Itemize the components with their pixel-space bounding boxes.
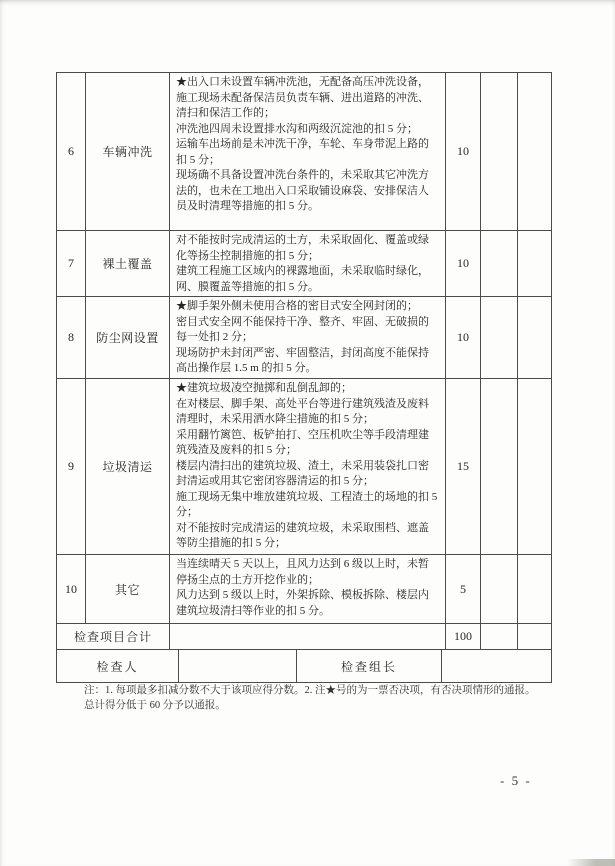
table-row	[57, 555, 551, 624]
actual-score-blank-cell	[518, 379, 551, 554]
item-standard-score: 10	[446, 231, 481, 296]
deduction-blank-cell	[481, 231, 518, 296]
item-name: 其它	[86, 555, 170, 623]
item-name: 裸土覆盖	[86, 231, 170, 296]
item-standard-score: 5	[446, 555, 481, 623]
row-number: 8	[57, 297, 86, 378]
row-number: 10	[57, 555, 86, 623]
item-standard-score: 15	[446, 379, 481, 554]
criteria-clause: 当连续晴天 5 天以上，且风力达到 6 级以上时，未暂停扬尘点的土方开挖作业的；	[176, 558, 429, 586]
table-row	[57, 297, 551, 379]
total-blank-cell	[170, 624, 446, 649]
table-row	[57, 73, 551, 231]
item-name: 防尘网设置	[86, 297, 170, 378]
table-row	[57, 379, 551, 555]
deduction-blank-cell	[481, 555, 518, 623]
actual-score-blank-cell	[518, 231, 551, 296]
criteria-clause: 施工现场无集中堆放建筑垃圾、工程渣土的场地的扣 5 分；	[176, 490, 438, 518]
inspector-signature-blank	[179, 650, 297, 682]
criteria-clause: 现场防护未封闭严密、牢固整洁，封闭高度不能保持高出操作层 1.5 m 的扣 5 分。	[176, 346, 429, 374]
criteria-clause: 建筑工程施工区域内的裸露地面，未采取临时绿化，网、膜覆盖等措施的扣 5 分。	[176, 265, 429, 293]
page-number: - 5 -	[500, 773, 532, 788]
criteria-clause: 对不能按时完成清运的建筑垃圾，未采取围档、遮盖等防尘措施的扣 5 分；	[176, 521, 429, 549]
team-leader-signature-blank	[442, 650, 551, 682]
item-criteria	[170, 297, 446, 378]
actual-score-blank-cell	[518, 297, 551, 378]
actual-score-blank-cell	[518, 73, 551, 230]
item-criteria	[170, 73, 446, 230]
criteria-clause: 楼层内清扫出的建筑垃圾、渣土，未采用装袋扎口密封清运或用其它密闭容器清运的扣 5 分；	[176, 459, 429, 487]
deduction-blank-cell	[481, 73, 518, 230]
item-name: 车辆冲洗	[86, 73, 170, 230]
row-number: 9	[57, 379, 86, 554]
criteria-clause: 在对楼层、脚手架、高处平台等进行建筑残渣及废料清理时，未采用洒水降尘措施的扣 5 分；	[176, 397, 429, 425]
row-number: 7	[57, 231, 86, 296]
table-row	[57, 231, 551, 297]
total-label: 检查项目合计	[57, 624, 170, 649]
actual-score-blank-cell	[518, 555, 551, 623]
total-row	[57, 624, 551, 650]
item-name: 垃圾清运	[86, 379, 170, 554]
criteria-clause: 现场确不具备设置冲洗台条件的，未采取其它冲洗方法的，也未在工地出入口采取铺设麻袋、安排保洁人员及时清理等措施的扣 5 分。	[176, 169, 429, 212]
deduction-blank-cell	[481, 379, 518, 554]
deduction-blank-cell	[481, 624, 518, 649]
inspection-score-table	[56, 72, 552, 683]
total-standard-score: 100	[446, 624, 481, 649]
criteria-clause: ★出入口未设置车辆冲洗池，无配备高压冲洗设备，施工现场未配备保洁员负责车辆、进出道路的冲洗、清扫和保洁工作的；	[176, 76, 429, 119]
criteria-clause: 运输车出场前是未冲洗干净，车轮、车身带泥上路的扣 5 分；	[176, 138, 429, 166]
criteria-clause: 风力达到 5 级以上时，外架拆除、模板拆除、楼层内建筑垃圾清扫等作业的扣 5 分。	[176, 589, 429, 617]
signature-row	[57, 650, 551, 682]
criteria-clause: 采用翻竹篱笆、板铲拍打、空压机吹尘等手段清理建筑残渣及废料的扣 5 分；	[176, 428, 429, 456]
deduction-blank-cell	[481, 297, 518, 378]
item-criteria	[170, 231, 446, 296]
inspector-label: 检查人	[57, 650, 179, 682]
criteria-clause: 密目式安全网不能保持干净、整齐、牢固、无破损的每一处扣 2 分；	[176, 315, 429, 343]
criteria-clause: 对不能按时完成清运的土方，未采取固化、覆盖或绿化等扬尘控制措施的扣 5 分；	[176, 234, 429, 262]
item-standard-score: 10	[446, 73, 481, 230]
criteria-clause: 冲洗池四周未设置排水沟和两级沉淀池的扣 5 分；	[176, 122, 418, 135]
item-criteria	[170, 379, 446, 554]
scan-artifact	[567, 859, 615, 866]
criteria-clause: ★建筑垃圾凌空抛掷和乱倒乱卸的；	[176, 382, 352, 394]
team-leader-label: 检查组长	[297, 650, 442, 682]
footnote: 注：1. 每项最多扣减分数不大于该项应得分数。2. 注★号的为一票否决项，有否决项情形的通报。总计得分低于 60 分予以通报。	[84, 685, 536, 711]
row-number: 6	[57, 73, 86, 230]
actual-score-blank-cell	[518, 624, 551, 649]
item-criteria	[170, 555, 446, 623]
item-standard-score: 10	[446, 297, 481, 378]
criteria-clause: ★脚手架外侧未使用合格的密目式安全网封闭的；	[176, 300, 418, 312]
